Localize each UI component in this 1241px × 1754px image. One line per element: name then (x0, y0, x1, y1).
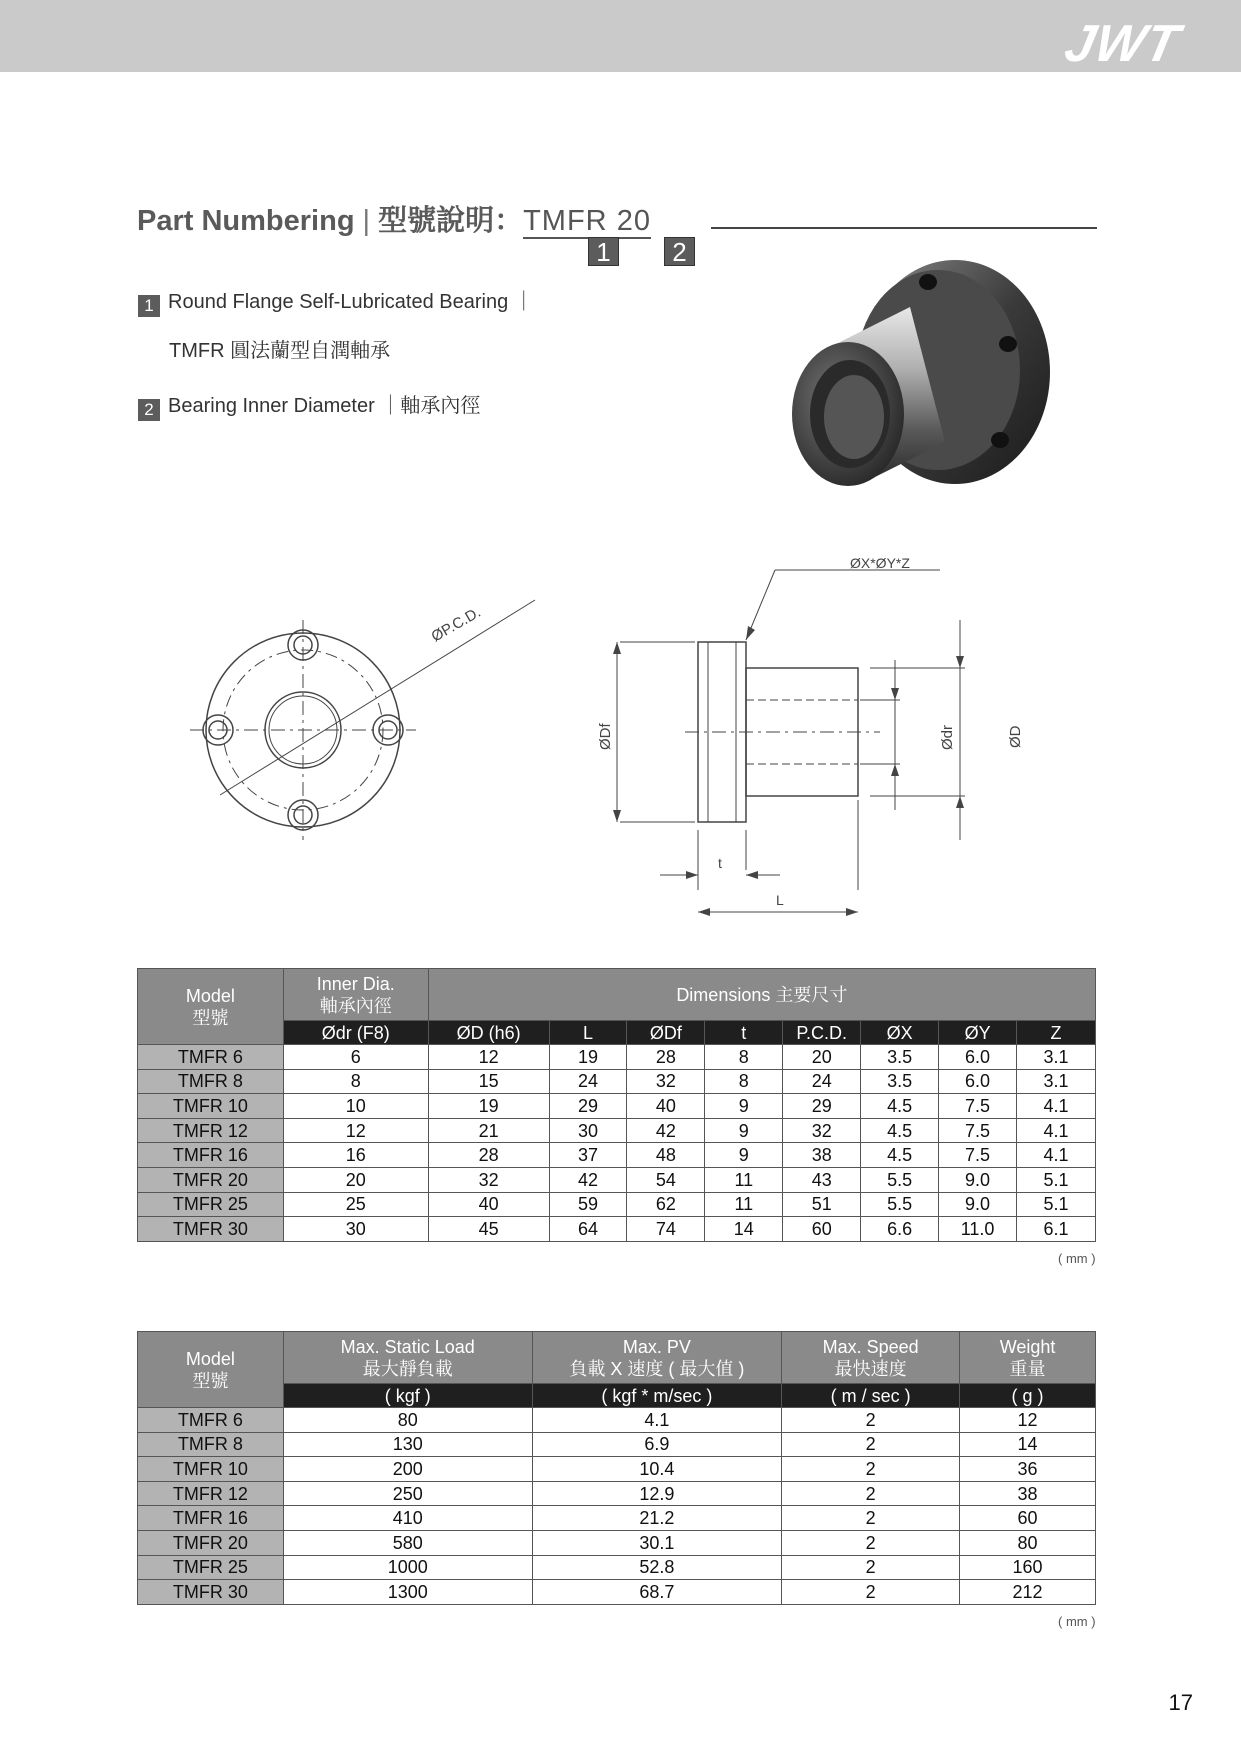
hole-spec-label: ØX*ØY*Z (850, 555, 910, 571)
value-cell: 12.9 (532, 1481, 782, 1506)
value-cell: 4.5 (861, 1143, 939, 1168)
value-cell: 2 (782, 1506, 960, 1531)
legend-item-2 (138, 389, 480, 421)
subheader-cell: ØY (939, 1021, 1017, 1045)
value-cell: 3.5 (861, 1069, 939, 1094)
load-table-body (138, 1408, 1096, 1605)
value-cell: 9 (705, 1143, 783, 1168)
value-cell: 62 (627, 1192, 705, 1217)
value-cell: 9.0 (939, 1167, 1017, 1192)
value-cell: 212 (960, 1580, 1096, 1605)
value-cell: 5.5 (861, 1167, 939, 1192)
value-cell: 3.1 (1017, 1069, 1096, 1094)
value-cell: 4.1 (1017, 1143, 1096, 1168)
dimensions-table-body (138, 1045, 1096, 1242)
table-row (138, 1192, 1096, 1217)
value-cell: 54 (627, 1167, 705, 1192)
model-cell: TMFR 10 (138, 1457, 284, 1482)
code-box-2: 2 (664, 237, 695, 266)
value-cell: 6.1 (1017, 1217, 1096, 1242)
part-numbering-title (137, 198, 651, 239)
value-cell: 2 (782, 1408, 960, 1433)
value-cell: 12 (428, 1045, 549, 1070)
value-cell: 6 (283, 1045, 428, 1070)
bearing-photo (770, 252, 1060, 532)
model-cell: TMFR 8 (138, 1432, 284, 1457)
value-cell: 43 (783, 1167, 861, 1192)
model-cell: TMFR 25 (138, 1555, 284, 1580)
header-speed: Max. Speed 最快速度 (782, 1332, 960, 1384)
subheader-cell: t (705, 1021, 783, 1045)
table-row (138, 1580, 1096, 1605)
unit-note: ( mm ) (1058, 1614, 1096, 1629)
brand-logo: JWT (1060, 15, 1186, 73)
value-cell: 6.6 (861, 1217, 939, 1242)
value-cell: 4.1 (532, 1408, 782, 1433)
value-cell: 11.0 (939, 1217, 1017, 1242)
value-cell: 28 (627, 1045, 705, 1070)
dimension-arrows (613, 626, 964, 916)
value-cell: 28 (428, 1143, 549, 1168)
value-cell: 130 (283, 1432, 532, 1457)
value-cell: 32 (627, 1069, 705, 1094)
value-cell: 9 (705, 1118, 783, 1143)
value-cell: 9 (705, 1094, 783, 1119)
value-cell: 52.8 (532, 1555, 782, 1580)
subheader-cell: P.C.D. (783, 1021, 861, 1045)
value-cell: 12 (960, 1408, 1096, 1433)
value-cell: 1000 (283, 1555, 532, 1580)
l-label: L (776, 892, 784, 908)
value-cell: 160 (960, 1555, 1096, 1580)
value-cell: 25 (283, 1192, 428, 1217)
table-row (138, 1408, 1096, 1433)
model-cell: TMFR 6 (138, 1045, 284, 1070)
value-cell: 7.5 (939, 1143, 1017, 1168)
value-cell: 51 (783, 1192, 861, 1217)
value-cell: 59 (549, 1192, 627, 1217)
table-row (138, 1457, 1096, 1482)
value-cell: 2 (782, 1481, 960, 1506)
value-cell: 24 (783, 1069, 861, 1094)
value-cell: 6.9 (532, 1432, 782, 1457)
value-cell: 42 (549, 1167, 627, 1192)
page-number: 17 (1168, 1690, 1193, 1715)
subheader-cell: ( g ) (960, 1384, 1096, 1408)
part-code-prefix: TMFR (523, 205, 608, 237)
model-cell: TMFR 6 (138, 1408, 284, 1433)
title-separator: | (362, 205, 371, 237)
value-cell: 5.1 (1017, 1167, 1096, 1192)
value-cell: 30.1 (532, 1530, 782, 1555)
part-numbering-title-en: Part Numbering (137, 205, 355, 237)
value-cell: 2 (782, 1580, 960, 1605)
value-cell: 10 (283, 1094, 428, 1119)
front-view (190, 600, 535, 840)
value-cell: 36 (960, 1457, 1096, 1482)
value-cell: 4.5 (861, 1118, 939, 1143)
table-row (138, 1217, 1096, 1242)
legend-item-1 (138, 285, 534, 317)
table-row (138, 1069, 1096, 1094)
legend-number-badge: 2 (138, 399, 160, 421)
value-cell: 15 (428, 1069, 549, 1094)
value-cell: 19 (549, 1045, 627, 1070)
value-cell: 8 (705, 1045, 783, 1070)
part-code (523, 205, 651, 239)
load-table (137, 1331, 1096, 1605)
legend-item-1-zh (169, 334, 390, 363)
value-cell: 64 (549, 1217, 627, 1242)
unit-note: ( mm ) (1058, 1251, 1096, 1266)
bolt-hole (991, 432, 1009, 448)
part-numbering-title-zh: 型號說明： (378, 205, 524, 237)
value-cell: 40 (627, 1094, 705, 1119)
value-cell: 14 (705, 1217, 783, 1242)
value-cell: 580 (283, 1530, 532, 1555)
table-row (138, 1143, 1096, 1168)
table-row (138, 1045, 1096, 1070)
bore-inner (824, 375, 884, 459)
value-cell: 24 (549, 1069, 627, 1094)
table-row (138, 1432, 1096, 1457)
value-cell: 4.1 (1017, 1094, 1096, 1119)
value-cell: 38 (960, 1481, 1096, 1506)
value-cell: 14 (960, 1432, 1096, 1457)
table-row (138, 1530, 1096, 1555)
model-cell: TMFR 10 (138, 1094, 284, 1119)
value-cell: 11 (705, 1192, 783, 1217)
value-cell: 4.5 (861, 1094, 939, 1119)
legend-text: Bearing Inner Diameter ｜軸承內徑 (168, 395, 481, 417)
value-cell: 8 (705, 1069, 783, 1094)
value-cell: 40 (428, 1192, 549, 1217)
model-cell: TMFR 20 (138, 1167, 284, 1192)
value-cell: 32 (783, 1118, 861, 1143)
value-cell: 12 (283, 1118, 428, 1143)
value-cell: 60 (960, 1506, 1096, 1531)
header-pv: Max. PV 負載 X 速度 ( 最大值 ) (532, 1332, 782, 1384)
value-cell: 3.1 (1017, 1045, 1096, 1070)
value-cell: 60 (783, 1217, 861, 1242)
value-cell: 8 (283, 1069, 428, 1094)
header-dimensions: Dimensions 主要尺寸 (428, 969, 1095, 1021)
bolt-hole (919, 274, 937, 290)
value-cell: 68.7 (532, 1580, 782, 1605)
value-cell: 48 (627, 1143, 705, 1168)
dr-label: Ødr (939, 724, 956, 750)
value-cell: 74 (627, 1217, 705, 1242)
value-cell: 1300 (283, 1580, 532, 1605)
header-static-load: Max. Static Load 最大靜負載 (283, 1332, 532, 1384)
subheader-cell: Ødr (F8) (283, 1021, 428, 1045)
dimensions-table (137, 968, 1096, 1242)
value-cell: 37 (549, 1143, 627, 1168)
value-cell: 9.0 (939, 1192, 1017, 1217)
value-cell: 2 (782, 1555, 960, 1580)
value-cell: 2 (782, 1457, 960, 1482)
legend-text: TMFR 圓法蘭型自潤軸承 (169, 340, 391, 362)
model-cell: TMFR 25 (138, 1192, 284, 1217)
value-cell: 6.0 (939, 1045, 1017, 1070)
model-cell: TMFR 12 (138, 1481, 284, 1506)
value-cell: 250 (283, 1481, 532, 1506)
value-cell: 10.4 (532, 1457, 782, 1482)
value-cell: 7.5 (939, 1118, 1017, 1143)
title-underline (711, 227, 1097, 229)
model-cell: TMFR 30 (138, 1580, 284, 1605)
value-cell: 7.5 (939, 1094, 1017, 1119)
value-cell: 11 (705, 1167, 783, 1192)
subheader-cell: ØD (h6) (428, 1021, 549, 1045)
value-cell: 16 (283, 1143, 428, 1168)
header-model: Model 型號 (138, 969, 284, 1045)
subheader-cell: ØDf (627, 1021, 705, 1045)
value-cell: 21 (428, 1118, 549, 1143)
model-cell: TMFR 16 (138, 1506, 284, 1531)
legend-number-badge: 1 (138, 295, 160, 317)
d-label: ØD (1007, 725, 1024, 748)
value-cell: 20 (783, 1045, 861, 1070)
value-cell: 19 (428, 1094, 549, 1119)
bolt-hole (999, 336, 1017, 352)
value-cell: 410 (283, 1506, 532, 1531)
header-inner-dia: Inner Dia. 軸承內徑 (283, 969, 428, 1021)
side-view (617, 570, 965, 912)
value-cell: 5.1 (1017, 1192, 1096, 1217)
table-row (138, 1481, 1096, 1506)
table-row (138, 1118, 1096, 1143)
table-row (138, 1167, 1096, 1192)
model-cell: TMFR 30 (138, 1217, 284, 1242)
value-cell: 80 (960, 1530, 1096, 1555)
model-cell: TMFR 16 (138, 1143, 284, 1168)
technical-drawing (180, 550, 1080, 930)
value-cell: 30 (549, 1118, 627, 1143)
table-row (138, 1506, 1096, 1531)
value-cell: 2 (782, 1530, 960, 1555)
value-cell: 21.2 (532, 1506, 782, 1531)
subheader-cell: Z (1017, 1021, 1096, 1045)
value-cell: 32 (428, 1167, 549, 1192)
header-model: Model 型號 (138, 1332, 284, 1408)
pcd-label: ØP.C.D. (428, 603, 484, 646)
value-cell: 3.5 (861, 1045, 939, 1070)
table-row (138, 1555, 1096, 1580)
subheader-cell: ( kgf ) (283, 1384, 532, 1408)
header-bar (0, 0, 1241, 72)
value-cell: 80 (283, 1408, 532, 1433)
value-cell: 45 (428, 1217, 549, 1242)
value-cell: 4.1 (1017, 1118, 1096, 1143)
value-cell: 42 (627, 1118, 705, 1143)
t-label: t (718, 855, 722, 871)
value-cell: 29 (783, 1094, 861, 1119)
value-cell: 20 (283, 1167, 428, 1192)
part-code-size: 20 (616, 205, 651, 237)
value-cell: 6.0 (939, 1069, 1017, 1094)
subheader-cell: ØX (861, 1021, 939, 1045)
code-box-1: 1 (588, 237, 619, 266)
table-row (138, 1094, 1096, 1119)
df-label: ØDf (597, 723, 614, 750)
pcd-leader (220, 600, 535, 795)
value-cell: 5.5 (861, 1192, 939, 1217)
model-cell: TMFR 12 (138, 1118, 284, 1143)
value-cell: 38 (783, 1143, 861, 1168)
subheader-cell: ( kgf * m/sec ) (532, 1384, 782, 1408)
header-weight: Weight 重量 (960, 1332, 1096, 1384)
subheader-cell: L (549, 1021, 627, 1045)
value-cell: 30 (283, 1217, 428, 1242)
value-cell: 2 (782, 1432, 960, 1457)
model-cell: TMFR 8 (138, 1069, 284, 1094)
subheader-cell: ( m / sec ) (782, 1384, 960, 1408)
value-cell: 29 (549, 1094, 627, 1119)
model-cell: TMFR 20 (138, 1530, 284, 1555)
value-cell: 200 (283, 1457, 532, 1482)
legend-text: Round Flange Self-Lubricated Bearing ｜ (168, 291, 534, 313)
